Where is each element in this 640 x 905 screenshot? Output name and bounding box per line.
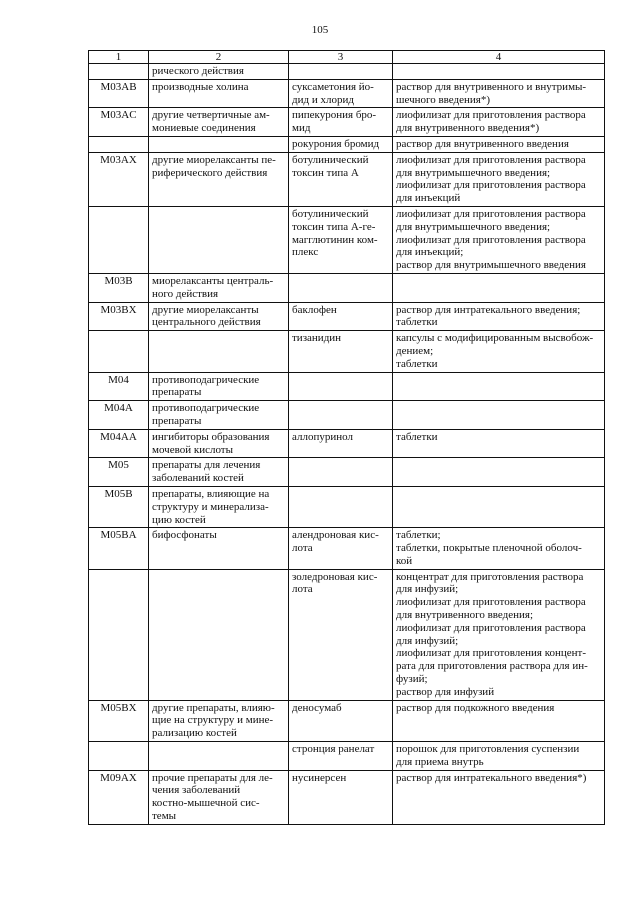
dosage-form-line: для инфузий; [396, 583, 459, 596]
group-name-cell [149, 528, 289, 569]
group-name-line: препараты [152, 414, 202, 427]
table-row [89, 64, 605, 80]
drug-name-line: ботулинический [292, 207, 369, 220]
column-number-4: 4 [393, 51, 605, 64]
dosage-form-line: раствор для внутримышечного введения [396, 259, 586, 272]
atc-code-cell: M03AC [89, 108, 149, 137]
dosage-form-line: таблетки; [396, 529, 441, 542]
group-name-line: противоподагрические [152, 402, 260, 415]
group-name-line: препараты [152, 386, 202, 399]
drug-name-cell [289, 486, 393, 527]
drug-name-cell [289, 302, 393, 331]
group-name-cell [149, 152, 289, 206]
table-row [89, 331, 605, 372]
drug-name-line: аллопуринол [292, 430, 353, 443]
drug-name-line: баклофен [292, 303, 337, 316]
atc-code-cell: M04AA [89, 429, 149, 458]
dosage-form-line: для внутримышечного введения; [396, 220, 551, 233]
dosage-form-line: лиофилизат для приготовления раствора [396, 109, 586, 122]
group-name-cell [149, 64, 289, 80]
group-name-line: темы [152, 810, 177, 823]
group-name-cell [149, 302, 289, 331]
drug-name-line: пипекурония бро- [292, 109, 377, 122]
group-name-line: другие четвертичные ам- [152, 109, 270, 122]
atc-code-cell: M05BX [89, 700, 149, 741]
dosage-form-line: шечного введения*) [396, 93, 491, 106]
dosage-form-line: лиофилизат для приготовления раствора [396, 153, 586, 166]
dosage-form-line: лиофилизат для приготовления раствора [396, 233, 586, 246]
group-name-cell [149, 372, 289, 401]
drug-name-cell [289, 64, 393, 80]
drug-name-line: тизанидин [292, 332, 342, 345]
atc-code-cell: M03BX [89, 302, 149, 331]
atc-code-cell: M03B [89, 273, 149, 302]
table-row [89, 700, 605, 741]
group-name-line: заболеваний костей [152, 472, 244, 485]
dosage-form-line: для инфузий; [396, 634, 459, 647]
atc-code-cell: M04 [89, 372, 149, 401]
table-row [89, 401, 605, 430]
group-name-line: центрального действия [152, 316, 261, 329]
drug-name-line: магглютинин ком- [292, 233, 378, 246]
group-name-line: препараты, влияющие на [152, 487, 270, 500]
group-name-line: другие препараты, влияю- [152, 701, 275, 714]
dosage-form-line: раствор для интратекального введения*) [396, 771, 587, 784]
atc-code-cell [89, 331, 149, 372]
dosage-form-line: фузий; [396, 673, 428, 686]
group-name-cell [149, 486, 289, 527]
dosage-form-cell [393, 372, 605, 401]
atc-code-cell [89, 569, 149, 700]
table-row [89, 136, 605, 152]
drug-name-cell [289, 206, 393, 273]
column-number-3: 3 [289, 51, 393, 64]
table-row [89, 302, 605, 331]
group-name-cell [149, 273, 289, 302]
atc-code-cell: M03AX [89, 152, 149, 206]
drug-name-line: лота [292, 583, 313, 596]
group-name-cell [149, 569, 289, 700]
dosage-form-cell [393, 528, 605, 569]
drug-name-cell [289, 401, 393, 430]
group-name-cell [149, 429, 289, 458]
group-name-line: прочие препараты для ле- [152, 771, 273, 784]
group-name-line: производные холина [152, 80, 249, 93]
dosage-form-line: лиофилизат для приготовления раствора [396, 179, 586, 192]
dosage-form-cell [393, 64, 605, 80]
atc-code-cell: M09AX [89, 770, 149, 824]
group-name-line: другие миорелаксанты пе- [152, 153, 276, 166]
drug-name-line: золедроновая кис- [292, 570, 378, 583]
dosage-form-cell [393, 486, 605, 527]
dosage-form-line: раствор для инфузий [396, 685, 495, 698]
drug-name-line: дид и хлорид [292, 93, 354, 106]
column-number-1: 1 [89, 51, 149, 64]
group-name-line: цию костей [152, 513, 206, 526]
table-row [89, 372, 605, 401]
atc-code-cell: M05B [89, 486, 149, 527]
dosage-form-line: порошок для приготовления суспензии [396, 743, 580, 756]
group-name-cell [149, 401, 289, 430]
dosage-form-line: капсулы с модифицированным высвобож- [396, 332, 594, 345]
drug-name-line: нусинерсен [292, 771, 347, 784]
group-name-line: противоподагрические [152, 373, 260, 386]
group-name-cell [149, 770, 289, 824]
atc-code-cell [89, 206, 149, 273]
dosage-form-cell [393, 401, 605, 430]
group-name-line: щие на структуру и мине- [152, 714, 274, 727]
dosage-form-line: кой [396, 554, 413, 567]
drug-name-cell [289, 742, 393, 771]
dosage-form-line: раствор для внутривенного введения [396, 137, 569, 150]
drug-name-cell [289, 372, 393, 401]
dosage-form-line: дением; [396, 344, 434, 357]
table-row [89, 429, 605, 458]
dosage-form-line: лиофилизат для приготовления раствора [396, 621, 586, 634]
group-name-cell [149, 742, 289, 771]
dosage-form-cell [393, 742, 605, 771]
group-name-line: риферического действия [152, 166, 268, 179]
drug-name-cell [289, 429, 393, 458]
group-name-line: чения заболеваний [152, 784, 241, 797]
drug-name-line: ботулинический [292, 153, 369, 166]
drug-name-cell [289, 273, 393, 302]
group-name-line: ингибиторы образования [152, 430, 270, 443]
drug-name-cell [289, 700, 393, 741]
group-name-line: костно-мышечной сис- [152, 797, 260, 810]
dosage-form-line: рата для приготовления раствора для ин- [396, 660, 588, 673]
atc-code-cell [89, 64, 149, 80]
dosage-form-line: для внутримышечного введения; [396, 166, 551, 179]
table-row [89, 742, 605, 771]
group-name-cell [149, 458, 289, 487]
drug-name-cell [289, 152, 393, 206]
group-name-cell [149, 700, 289, 741]
table-row [89, 273, 605, 302]
dosage-form-cell [393, 206, 605, 273]
group-name-line: рализацию костей [152, 727, 237, 740]
table-row [89, 152, 605, 206]
table-row [89, 770, 605, 824]
drug-name-line: рокурония бромид [292, 137, 380, 150]
dosage-form-line: таблетки [396, 430, 438, 443]
dosage-form-cell [393, 700, 605, 741]
table-row [89, 206, 605, 273]
dosage-form-cell [393, 569, 605, 700]
dosage-form-line: таблетки [396, 357, 438, 370]
atc-code-cell [89, 136, 149, 152]
medication-table [88, 50, 605, 825]
group-name-line: структуру и минерализа- [152, 500, 269, 513]
drug-name-line: лота [292, 542, 313, 555]
dosage-form-cell [393, 108, 605, 137]
dosage-form-line: лиофилизат для приготовления концент- [396, 647, 586, 660]
column-number-row [89, 51, 605, 64]
dosage-form-cell [393, 429, 605, 458]
drug-name-line: алендроновая кис- [292, 529, 379, 542]
group-name-line: препараты для лечения [152, 459, 261, 472]
drug-name-line: плекс [292, 246, 319, 259]
atc-code-cell: M05BA [89, 528, 149, 569]
group-name-line: рического действия [152, 65, 244, 77]
drug-name-cell [289, 331, 393, 372]
column-number-2: 2 [149, 51, 289, 64]
dosage-form-cell [393, 331, 605, 372]
table-row [89, 108, 605, 137]
drug-name-line: суксаметония йо- [292, 80, 374, 93]
dosage-form-cell [393, 273, 605, 302]
group-name-line: бифосфонаты [152, 529, 217, 542]
drug-name-cell [289, 528, 393, 569]
group-name-cell [149, 136, 289, 152]
drug-name-line: токсин типа А-ге- [292, 220, 376, 233]
dosage-form-line: концентрат для приготовления раствора [396, 570, 584, 583]
drug-name-cell [289, 136, 393, 152]
dosage-form-line: лиофилизат для приготовления раствора [396, 596, 586, 609]
dosage-form-line: для приема внутрь [396, 755, 484, 768]
dosage-form-line: раствор для интратекального введения; [396, 303, 581, 316]
dosage-form-cell [393, 136, 605, 152]
dosage-form-line: для внутривенного введения; [396, 609, 534, 622]
drug-name-cell [289, 108, 393, 137]
table-body [89, 64, 605, 825]
drug-name-line: токсин типа А [292, 166, 359, 179]
atc-code-cell: M03AB [89, 79, 149, 108]
table-row [89, 528, 605, 569]
dosage-form-line: для внутривенного введения*) [396, 122, 540, 135]
group-name-line: ного действия [152, 287, 219, 300]
drug-name-line: стронция ранелат [292, 743, 375, 756]
drug-name-cell [289, 458, 393, 487]
atc-code-cell: M04A [89, 401, 149, 430]
atc-code-cell: M05 [89, 458, 149, 487]
dosage-form-line: для инъекций; [396, 246, 464, 259]
dosage-form-line: лиофилизат для приготовления раствора [396, 207, 586, 220]
page-number: 105 [311, 24, 329, 36]
table-row [89, 79, 605, 108]
group-name-cell [149, 108, 289, 137]
dosage-form-line: таблетки [396, 316, 438, 329]
drug-name-cell [289, 770, 393, 824]
table-row [89, 486, 605, 527]
dosage-form-cell [393, 79, 605, 108]
drug-name-line: мид [292, 122, 311, 135]
drug-name-line: деносумаб [292, 701, 342, 714]
group-name-line: другие миорелаксанты [152, 303, 259, 316]
dosage-form-line: для инъекций [396, 192, 461, 205]
group-name-line: миорелаксанты централь- [152, 274, 274, 287]
group-name-cell [149, 79, 289, 108]
dosage-form-cell [393, 770, 605, 824]
group-name-cell [149, 331, 289, 372]
group-name-cell [149, 206, 289, 273]
dosage-form-cell [393, 152, 605, 206]
group-name-line: мониевые соединения [152, 122, 256, 135]
table-row [89, 569, 605, 700]
drug-name-cell [289, 79, 393, 108]
drug-name-cell [289, 569, 393, 700]
dosage-form-line: раствор для подкожного введения [396, 701, 555, 714]
dosage-form-cell [393, 458, 605, 487]
group-name-line: мочевой кислоты [152, 443, 234, 456]
dosage-form-line: таблетки, покрытые пленочной оболоч- [396, 542, 582, 555]
dosage-form-cell [393, 302, 605, 331]
atc-code-cell [89, 742, 149, 771]
table-row [89, 458, 605, 487]
dosage-form-line: раствор для внутривенного и внутримы- [396, 80, 587, 93]
